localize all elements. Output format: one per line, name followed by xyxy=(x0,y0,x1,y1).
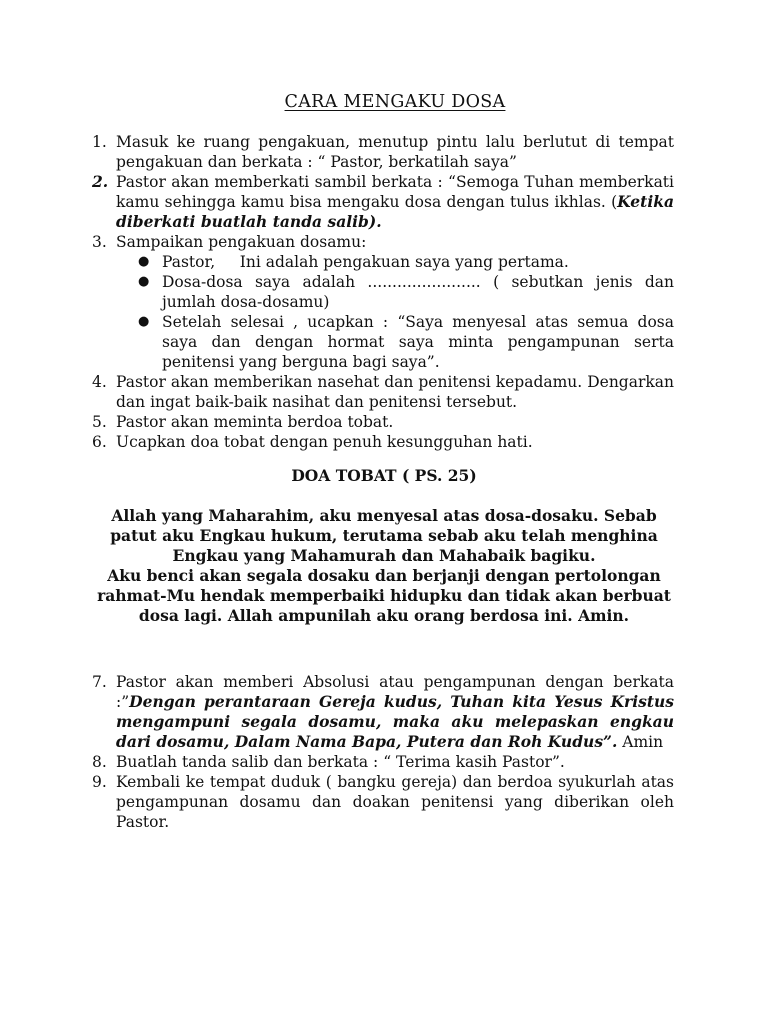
bullet-icon: ● xyxy=(138,314,150,329)
step-number: 5. xyxy=(92,413,107,431)
list-item xyxy=(92,412,674,432)
step-text-end: Amin xyxy=(617,733,664,751)
step-emphasis: Ketika diberkati buatlah tanda salib). xyxy=(116,192,674,231)
step-number: 9. xyxy=(92,773,107,791)
step-number: 4. xyxy=(92,373,107,391)
step-text: Pastor akan memberikan nasehat dan penitensi kepadamu. Dengarkan dan ingat baik-baik nasihat dan penitensi tersebut. xyxy=(116,373,674,411)
step-number: 7. xyxy=(92,673,107,691)
steps-list xyxy=(92,132,674,452)
list-item xyxy=(92,172,674,232)
prayer-paragraph: Allah yang Maharahim, aku menyesal atas dosa-dosaku. Sebab patut aku Engkau hukum, terutama sebab aku telah menghina Engkau yang Mahamurah dan Mahabaik bagiku. xyxy=(110,506,658,565)
list-item xyxy=(92,372,674,412)
page-title: CARA MENGAKU DOSA xyxy=(284,92,506,112)
bullet-icon: ● xyxy=(138,274,150,289)
list-item xyxy=(92,432,674,452)
step-text: Sampaikan pengakuan dosamu: xyxy=(116,233,367,251)
sub-list-item xyxy=(116,312,674,372)
step-text: Masuk ke ruang pengakuan, menutup pintu lalu berlutut di tempat pengakuan dan berkata : “ Pastor, berkatilah saya” xyxy=(116,133,674,171)
prayer-title: DOA TOBAT ( PS. 25) xyxy=(291,466,477,485)
steps-list-continued xyxy=(92,672,674,832)
sub-item-text: Pastor, Ini adalah pengakuan saya yang pertama. xyxy=(162,253,569,271)
step-number: 8. xyxy=(92,753,107,771)
step-text: Pastor akan meminta berdoa tobat. xyxy=(116,413,394,431)
list-item xyxy=(92,752,674,772)
step-text: Pastor akan memberkati sambil berkata : “Semoga Tuhan memberkati kamu sehingga kamu bisa mengaku dosa dengan tulus ikhlas. ( xyxy=(116,173,674,211)
sub-list-item xyxy=(116,252,674,272)
spacer xyxy=(116,626,674,672)
step-emphasis: Dengan perantaraan Gereja kudus, Tuhan kita Yesus Kristus mengampuni segala dosamu, maka aku melepaskan engkau dari dosamu, Dalam Nama Bapa, Putera dan Roh Kudus”. xyxy=(116,692,674,751)
sub-item-text: Setelah selesai , ucapkan : “Saya menyesal atas semua dosa saya dan dengan hormat saya minta pengampunan serta penitensi yang berguna bagi saya”. xyxy=(162,313,674,371)
bullet-icon: ● xyxy=(138,254,150,269)
list-item xyxy=(92,132,674,172)
prayer-text xyxy=(94,506,674,626)
step-text: Pastor akan memberi Absolusi atau pengampunan dengan berkata :” xyxy=(116,673,674,711)
prayer-paragraph: Aku benci akan segala dosaku dan berjanji dengan pertolongan rahmat-Mu hendak memperbaiki hidupku dan tidak akan berbuat dosa lagi. Allah ampunilah aku orang berdosa ini. Amin. xyxy=(97,566,671,625)
sub-list xyxy=(116,252,674,372)
step-text: Kembali ke tempat duduk ( bangku gereja) dan berdoa syukurlah atas pengampunan dosamu dan doakan penitensi yang diberikan oleh Pastor. xyxy=(116,773,674,831)
step-number: 1. xyxy=(92,133,107,151)
list-item xyxy=(92,672,674,752)
step-number: 2. xyxy=(92,172,109,191)
step-text: Buatlah tanda salib dan berkata : “ Terima kasih Pastor”. xyxy=(116,753,565,771)
step-number: 6. xyxy=(92,433,107,451)
step-text: Ucapkan doa tobat dengan penuh kesungguhan hati. xyxy=(116,433,533,451)
step-number: 3. xyxy=(92,233,107,251)
list-item xyxy=(92,772,674,832)
sub-list-item xyxy=(116,272,674,312)
sub-item-text: Dosa-dosa saya adalah ....................... ( sebutkan jenis dan jumlah dosa-dosamu) xyxy=(162,273,674,311)
list-item xyxy=(92,232,674,372)
